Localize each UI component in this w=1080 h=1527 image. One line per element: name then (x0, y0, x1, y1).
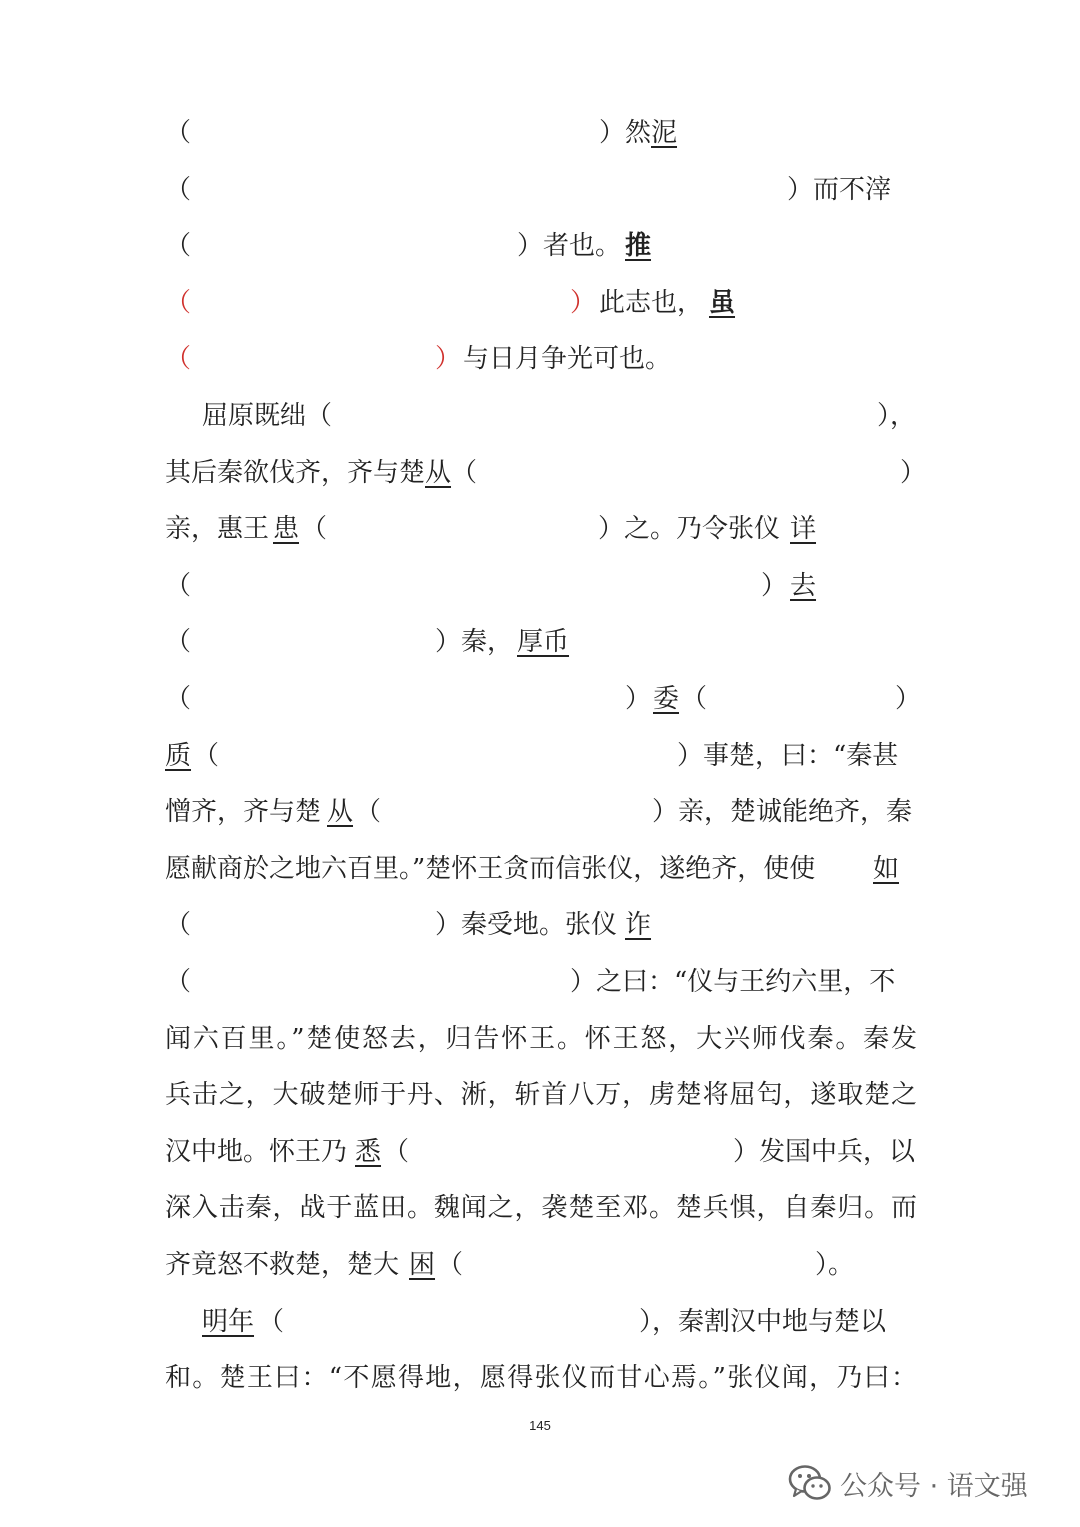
text-segment: 其后秦欲伐齐，齐与楚 (165, 458, 426, 488)
underlined-keyword: 委 (653, 684, 680, 714)
text-line: 深入击秦，战于蓝田。魏闻之，袭楚至邓。楚兵惧，自秦归。而 (165, 1193, 917, 1223)
underlined-keyword: 泥 (651, 118, 678, 148)
text-segment: （ (681, 684, 708, 714)
text-segment: （ (355, 797, 382, 827)
text-line (165, 679, 922, 719)
text-line (165, 1302, 917, 1342)
text-segment: ）发国中兵，以 (733, 1137, 916, 1167)
text-segment: ）然 (599, 118, 652, 148)
text-segment: 汉中地。怀王乃 (165, 1137, 348, 1167)
text-segment: （ (451, 458, 478, 488)
underlined-keyword: 从 (327, 797, 354, 827)
text-segment: （ (258, 1307, 285, 1337)
underlined-keyword: 如 (873, 854, 900, 884)
text-segment: （ (165, 684, 192, 714)
text-line (165, 226, 917, 266)
text-line (165, 1132, 917, 1172)
text-segment: ） (625, 684, 652, 714)
text-segment: ），秦割汉中地与楚以 (639, 1307, 887, 1337)
text-line (165, 113, 917, 153)
text-line (165, 1245, 917, 1285)
text-segment: ）而不滓 (787, 175, 892, 205)
text-segment: ）， (877, 401, 917, 431)
text-segment: （ (165, 118, 192, 148)
text-segment: （ (165, 175, 192, 205)
text-segment: ）秦， (435, 627, 514, 657)
wechat-icon (788, 1463, 832, 1503)
text-segment: （ (165, 231, 192, 261)
text-line: 和。楚王曰：“不愿得地，愿得张仪而甘心焉。”张仪闻，乃曰： (165, 1363, 917, 1393)
text-segment: （ (301, 514, 328, 544)
text-segment: 此志也， (599, 288, 704, 318)
text-segment: 齐竟怒不救楚，楚大 (165, 1250, 400, 1280)
underlined-keyword: 困 (409, 1250, 436, 1280)
text-segment: ） (570, 288, 597, 318)
text-segment: ）之。乃令张仪 (598, 514, 781, 544)
text-segment: （ (165, 571, 192, 601)
text-line: 兵击之，大破楚师于丹、淅，斩首八万，虏楚将屈匄，遂取楚之 (165, 1080, 917, 1110)
text-segment: ）亲，楚诚能绝齐，秦 (652, 797, 913, 827)
text-segment: ） (435, 344, 462, 374)
text-segment: ）秦受地。张仪 (435, 910, 618, 940)
text-segment: ）者也。 (517, 231, 622, 261)
underlined-keyword: 患 (273, 514, 300, 544)
text-line (165, 339, 917, 379)
text-segment: （ (193, 741, 220, 771)
text-line (165, 849, 917, 889)
watermark (788, 1460, 1028, 1506)
text-segment: （ (437, 1250, 464, 1280)
text-line (165, 170, 917, 210)
text-line (165, 792, 917, 832)
watermark-text: 公众号 · 语文强 (840, 1470, 1028, 1502)
underlined-keyword: 明年 (202, 1307, 255, 1337)
text-line (165, 736, 917, 776)
underlined-keyword: 厚币 (517, 627, 570, 657)
text-segment: 憎齐，齐与楚 (165, 797, 322, 827)
text-line (165, 453, 927, 493)
text-line (165, 283, 917, 323)
text-segment: 愿献商於之地六百里。”楚怀王贪而信张仪，遂绝齐，使使 (165, 854, 816, 884)
underlined-keyword: 详 (790, 514, 817, 544)
text-segment: ）事楚，曰：“秦甚 (677, 741, 899, 771)
page-number: 145 (529, 1418, 551, 1433)
text-segment: （ (165, 344, 192, 374)
underlined-keyword: 质 (165, 741, 192, 771)
text-segment: （ (383, 1137, 410, 1167)
text-segment: （ (165, 967, 192, 997)
text-segment: 与日月争光可也。 (463, 344, 672, 374)
underlined-keyword: 诈 (625, 910, 652, 940)
text-segment: ） (761, 571, 788, 601)
text-line (165, 396, 917, 436)
text-segment: 亲，惠王 (165, 514, 270, 544)
text-segment: ）。 (815, 1250, 855, 1280)
text-segment: （ (165, 627, 192, 657)
text-line (165, 962, 917, 1002)
underlined-keyword: 从 (425, 458, 452, 488)
text-segment: ）之曰：“仪与王约六里，不 (570, 967, 896, 997)
underlined-keyword: 去 (790, 571, 817, 601)
text-segment: （ (165, 910, 192, 940)
text-line (165, 566, 917, 606)
text-segment: ） (895, 684, 922, 714)
underlined-keyword: 虽 (709, 288, 736, 318)
text-line (165, 905, 917, 945)
text-segment: ） (900, 458, 927, 488)
underlined-keyword: 悉 (355, 1137, 382, 1167)
underlined-keyword: 推 (625, 231, 652, 261)
text-line (165, 622, 917, 662)
text-line: 闻六百里。”楚使怒去，归告怀王。怀王怒，大兴师伐秦。秦发 (165, 1024, 917, 1054)
text-segment: （ (165, 288, 192, 318)
text-line (165, 509, 917, 549)
text-segment: 屈原既绌（ (202, 401, 333, 431)
